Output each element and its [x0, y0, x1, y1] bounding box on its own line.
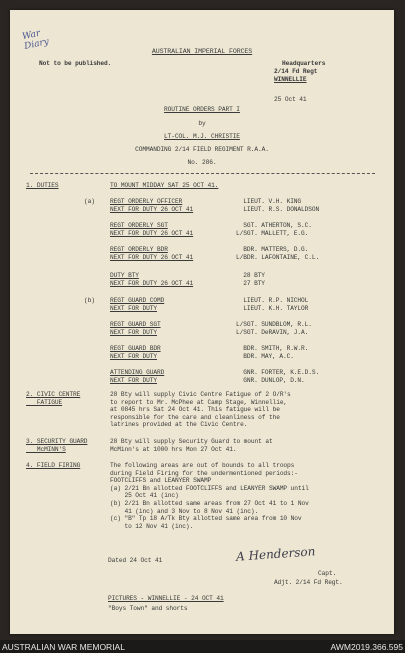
hq-line-1: Headquarters	[282, 60, 326, 67]
duty-3-names: 28 BTY 27 BTY	[243, 272, 265, 287]
duties-marker-a: (a)	[84, 198, 95, 205]
duty-7-names: GNR. FORTER, K.E.D.S. GNR. DUNLOP, D.N.	[243, 369, 320, 384]
divider	[30, 173, 375, 174]
section-duties: 1. DUTIES	[26, 182, 59, 189]
duty-2-names: BDR. MATTERS, D.G. L/BDR. LAFONTAINE, C.L.	[236, 246, 320, 261]
field-firing-text: The following areas are out of bounds to all troops during Field Firing for the undermentioned periods:- FOOTCLIFFS and LEANYER SWAMP (a) 2/21 Bn allotted FOOTCLIFFS and LEANYER SWAMP until 25 Oct 41 (inc) (b) 2/21 Bn allotted same areas from 27 Oct 41 to 1 Nov 41 (inc) and 3 Nov to 8 Nov 41 (inc). (c) "B" Tp 18 A/Tk Bty allotted same area from 10 Nov to 12 Nov 41 (inc).	[110, 462, 309, 530]
orders-command: COMMANDING 2/14 FIELD REGIMENT R.A.A.	[135, 146, 269, 153]
orders-officer: LT-COL. M.J. CHRISTIE	[164, 133, 240, 140]
duty-1-names: SGT. ATHERTON, S.C. L/SGT. MALLETT, E.G.	[236, 222, 312, 237]
duty-6-post: REGT GUARD BDR NEXT FOR DUTY	[110, 345, 161, 360]
duty-0-names: LIEUT. V.H. KING LIEUT. R.S. DONALDSON	[243, 198, 320, 213]
duty-6-names: BDR. SMITH, R.W.R. BDR. MAY, A.C.	[243, 345, 309, 360]
duties-heading: TO MOUNT MIDDAY SAT 25 OCT 41.	[110, 182, 219, 189]
document-page	[10, 10, 394, 634]
duty-3-post: DUTY BTY NEXT FOR DUTY 26 OCT 41	[110, 272, 194, 287]
header-date: 25 Oct 41	[274, 96, 307, 103]
duty-5-names: L/SGT. SUNDBLOM, R.L. L/SGT. DeRAVIN, J.A.	[236, 321, 312, 336]
footer-accession: AWM2019.366.595	[330, 642, 403, 652]
signature-title: Adjt. 2/14 Fd Regt.	[274, 579, 343, 586]
footer-bar	[0, 640, 405, 653]
duty-5-post: REGT GUARD SGT NEXT FOR DUTY	[110, 321, 161, 336]
section-field-firing: 4. FIELD FIRING	[26, 462, 81, 469]
orders-number: No. 286.	[187, 159, 217, 166]
duty-4-names: LIEUT. R.P. NICHOL LIEUT. K.H. TAYLOR	[243, 297, 309, 312]
section-civic-centre: 2. CIVIC CENTRE FATIGUE	[26, 391, 81, 406]
hq-line-3: WINNELLIE	[274, 76, 307, 83]
handwritten-note: War Diary	[21, 28, 50, 52]
hq-line-2: 2/14 Fd Regt	[274, 68, 318, 75]
header-title: AUSTRALIAN IMPERIAL FORCES	[151, 48, 253, 55]
pictures-title: PICTURES - WINNELLIE - 24 OCT 41	[108, 595, 224, 602]
duty-4-post: REGT GUARD COMD NEXT FOR DUTY	[110, 297, 165, 312]
duties-marker-b: (b)	[84, 297, 95, 304]
civic-centre-text: 28 Bty will supply Civic Centre Fatigue of 2 O/R's to report to Mr. McPhee at Camp Stage, Winnellie, at 0845 hrs Sat 24 Oct 41. This fatigue will be responsible for the care and cleanliness of the latrines provided at the Civic Centre.	[110, 391, 291, 429]
duty-7-post: ATTENDING GUARD NEXT FOR DUTY	[110, 369, 165, 384]
dated-line: Dated 24 Oct 41	[108, 557, 163, 564]
signature: A Henderson	[235, 544, 316, 564]
pictures-films: "Boys Town" and shorts	[108, 605, 188, 612]
orders-by: by	[198, 120, 206, 127]
signature-rank: Capt.	[318, 570, 337, 577]
duty-2-post: REGT ORDERLY BDR NEXT FOR DUTY 26 OCT 41	[110, 246, 194, 261]
duty-1-post: REGT ORDERLY SGT NEXT FOR DUTY 26 OCT 41	[110, 222, 194, 237]
section-security-guard: 3. SECURITY GUARD McMINN'S	[26, 438, 88, 453]
security-guard-text: 28 Bty will supply Security Guard to mount at McMinn's at 1000 hrs Mon 27 Oct 41.	[110, 438, 273, 453]
duty-0-post: REGT ORDERLY OFFICER NEXT FOR DUTY 26 OCT 41	[110, 198, 194, 213]
orders-title: ROUTINE ORDERS PART I	[164, 106, 240, 113]
not-published-note: Not to be published.	[39, 60, 112, 67]
footer-source: AUSTRALIAN WAR MEMORIAL	[2, 642, 125, 652]
